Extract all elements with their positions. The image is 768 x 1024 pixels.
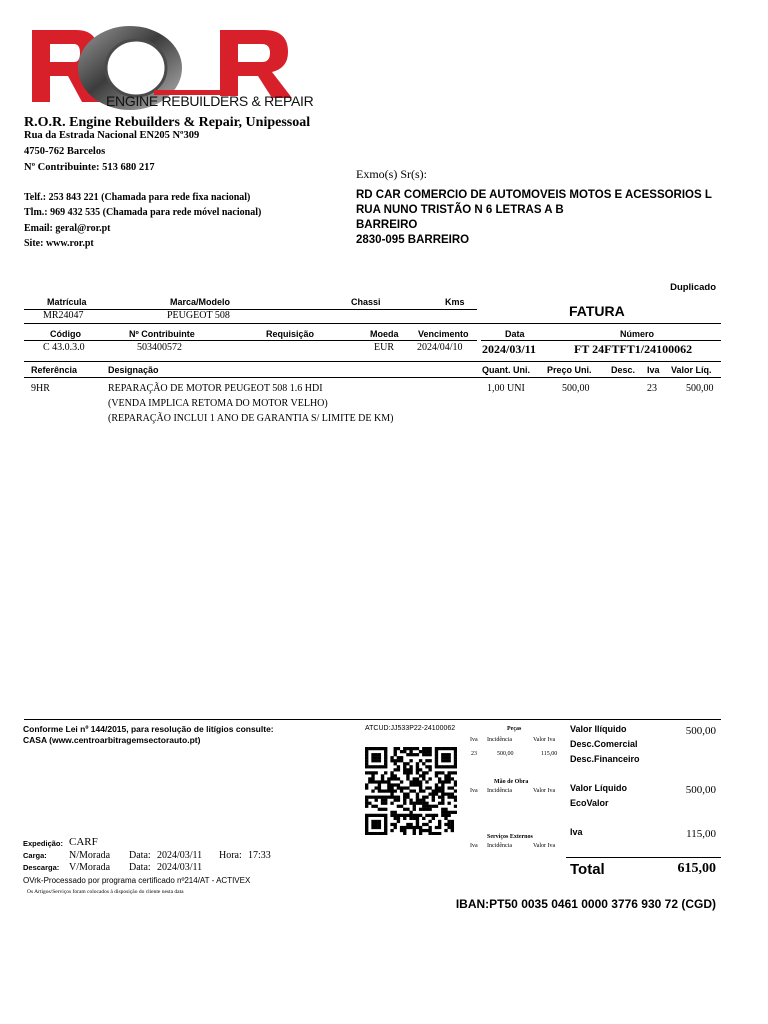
vehicle-matricula: MR24047 bbox=[43, 310, 84, 321]
label-total: Total bbox=[570, 861, 605, 878]
servicos-title: Serviços Externos bbox=[487, 834, 533, 840]
law-notice: Conforme Lei nº 144/2015, para resolução de litígios consulte: bbox=[23, 724, 274, 734]
info-contribuinte: 503400572 bbox=[137, 342, 182, 353]
label-ecovalor: EcoValor bbox=[570, 798, 609, 808]
company-nif: Nº Contribuinte: 513 680 217 bbox=[24, 162, 155, 173]
iban: IBAN:PT50 0035 0461 0000 3776 930 72 (CGD) bbox=[455, 897, 716, 911]
col-designacao: Designação bbox=[108, 365, 159, 375]
pecas-h-incid: Incidência bbox=[487, 737, 512, 743]
valor-iliquido: 500,00 bbox=[685, 725, 716, 737]
row-price: 500,00 bbox=[562, 383, 590, 394]
row-ref: 9HR bbox=[31, 383, 50, 394]
company-site[interactable]: Site: www.ror.pt bbox=[24, 238, 94, 249]
recipient-salutation: Exmo(s) Sr(s): bbox=[356, 167, 427, 181]
header-matricula: Matrícula bbox=[47, 297, 87, 307]
info-numero: FT 24FTFT1/24100062 bbox=[574, 342, 693, 356]
vehicle-marca: PEUGEOT 508 bbox=[167, 310, 230, 321]
mao-obra-title: Mão de Obra bbox=[494, 779, 529, 785]
row-designacao: REPARAÇÃO DE MOTOR PEUGEOT 508 1.6 HDI bbox=[108, 383, 323, 394]
mao-h-iva: Iva bbox=[470, 788, 478, 794]
descarga: V/Morada bbox=[69, 862, 111, 873]
divider bbox=[24, 309, 477, 310]
divider bbox=[24, 340, 477, 341]
label-descarga-data: Data: bbox=[129, 862, 151, 873]
header-data: Data bbox=[505, 329, 525, 339]
col-preco: Preço Uni. bbox=[547, 365, 592, 375]
company-mobile: Tlm.: 969 432 535 (Chamada para rede móvel nacional) bbox=[24, 207, 262, 218]
header-moeda: Moeda bbox=[370, 329, 399, 339]
label-iva: Iva bbox=[570, 827, 583, 837]
qr-code bbox=[365, 747, 457, 835]
pecas-h-viva: Valor Iva bbox=[533, 737, 556, 743]
copy-label: Duplicado bbox=[670, 282, 716, 293]
header-codigo: Código bbox=[50, 329, 81, 339]
recipient-line: RUA NUNO TRISTÃO N 6 LETRAS A B bbox=[356, 204, 564, 216]
label-desc-comercial: Desc.Comercial bbox=[570, 739, 638, 749]
company-phone: Telf.: 253 843 221 (Chamada para rede fixa nacional) bbox=[24, 192, 251, 203]
grand-total: 615,00 bbox=[677, 861, 716, 876]
serv-h-viva: Valor Iva bbox=[533, 843, 556, 849]
row-designacao-line2: (VENDA IMPLICA RETOMA DO MOTOR VELHO) bbox=[108, 398, 328, 409]
divider bbox=[24, 361, 721, 362]
header-kms: Kms bbox=[445, 297, 465, 307]
atcud: ATCUD:JJ533P22-24100062 bbox=[365, 725, 456, 732]
hora: 17:33 bbox=[248, 850, 271, 861]
label-valor-liquido: Valor Líquido bbox=[570, 783, 628, 793]
divider bbox=[24, 323, 721, 324]
header-contribuinte: Nº Contribuinte bbox=[129, 329, 195, 339]
label-valor-iliquido: Valor Ilíquido bbox=[570, 724, 627, 734]
header-requisicao: Requisição bbox=[266, 329, 315, 339]
footer-divider bbox=[24, 719, 721, 720]
header-numero: Número bbox=[620, 329, 655, 339]
company-postal: 4750-762 Barcelos bbox=[24, 146, 106, 157]
label-expedicao: Expedição: bbox=[23, 839, 64, 848]
company-email[interactable]: Email: geral@ror.pt bbox=[24, 223, 111, 234]
divider bbox=[481, 340, 721, 341]
header-chassi: Chassi bbox=[351, 297, 381, 307]
serv-h-iva: Iva bbox=[470, 843, 478, 849]
recipient-line: RD CAR COMERCIO DE AUTOMOVEIS MOTOS E ACESSORIOS L bbox=[356, 189, 712, 201]
divider bbox=[24, 377, 721, 378]
row-valor: 500,00 bbox=[686, 383, 714, 394]
logo-tagline: ENGINE REBUILDERS & REPAIR bbox=[106, 93, 314, 109]
col-quantidade: Quant. Uni. bbox=[482, 365, 530, 375]
processed-notice: OVrk-Processado por programa certificado nº214/AT - ACTIVEX bbox=[23, 876, 251, 885]
pecas-title: Peças bbox=[507, 726, 522, 732]
recipient-line: BARREIRO bbox=[356, 219, 418, 231]
mao-h-viva: Valor Iva bbox=[533, 788, 556, 794]
pecas-incidencia: 500,00 bbox=[497, 751, 514, 757]
header-vencimento: Vencimento bbox=[418, 329, 469, 339]
casa-notice: CASA (www.centroarbitragemsectorauto.pt) bbox=[23, 735, 201, 745]
row-designacao-line3: (REPARAÇÃO INCLUI 1 ANO DE GARANTIA S/ LIMITE DE KM) bbox=[108, 413, 394, 424]
header-marca: Marca/Modelo bbox=[170, 297, 231, 307]
pecas-valor-iva: 115,00 bbox=[541, 751, 558, 757]
col-valor: Valor Líq. bbox=[671, 365, 712, 375]
mao-h-incid: Incidência bbox=[487, 788, 512, 794]
label-carga: Carga: bbox=[23, 851, 47, 860]
col-desconto: Desc. bbox=[611, 365, 636, 375]
carga: N/Morada bbox=[69, 850, 111, 861]
pecas-iva: 23 bbox=[471, 751, 477, 757]
iva-total: 115,00 bbox=[686, 828, 716, 840]
label-carga-data: Data: bbox=[129, 850, 151, 861]
company-name: R.O.R. Engine Rebuilders & Repair, Unipessoal bbox=[24, 115, 311, 130]
col-iva: Iva bbox=[647, 365, 660, 375]
label-hora: Hora: bbox=[219, 850, 242, 861]
descarga-data: 2024/03/11 bbox=[157, 862, 203, 873]
recipient-line: 2830-095 BARREIRO bbox=[356, 234, 470, 246]
info-vencimento: 2024/04/10 bbox=[417, 342, 463, 353]
row-qty: 1,00 UNI bbox=[487, 383, 525, 394]
row-iva: 23 bbox=[647, 383, 657, 394]
info-codigo: C 43.0.3.0 bbox=[43, 342, 85, 353]
company-address: Rua da Estrada Nacional EN205 Nº309 bbox=[24, 130, 200, 141]
col-referencia: Referência bbox=[31, 365, 78, 375]
info-moeda: EUR bbox=[374, 342, 394, 353]
info-data: 2024/03/11 bbox=[482, 342, 537, 356]
serv-h-incid: Incidência bbox=[487, 843, 512, 849]
availability-note: Os Artigos/Serviços foram colocados à disposição do cliente nesta data bbox=[27, 889, 184, 895]
pecas-h-iva: Iva bbox=[470, 737, 478, 743]
valor-liquido: 500,00 bbox=[685, 784, 716, 796]
expedicao: CARF bbox=[69, 836, 98, 848]
label-desc-financeiro: Desc.Financeiro bbox=[570, 754, 640, 764]
document-type: FATURA bbox=[569, 303, 625, 319]
label-descarga: Descarga: bbox=[23, 863, 60, 872]
total-divider bbox=[566, 857, 721, 858]
carga-data: 2024/03/11 bbox=[157, 850, 203, 861]
